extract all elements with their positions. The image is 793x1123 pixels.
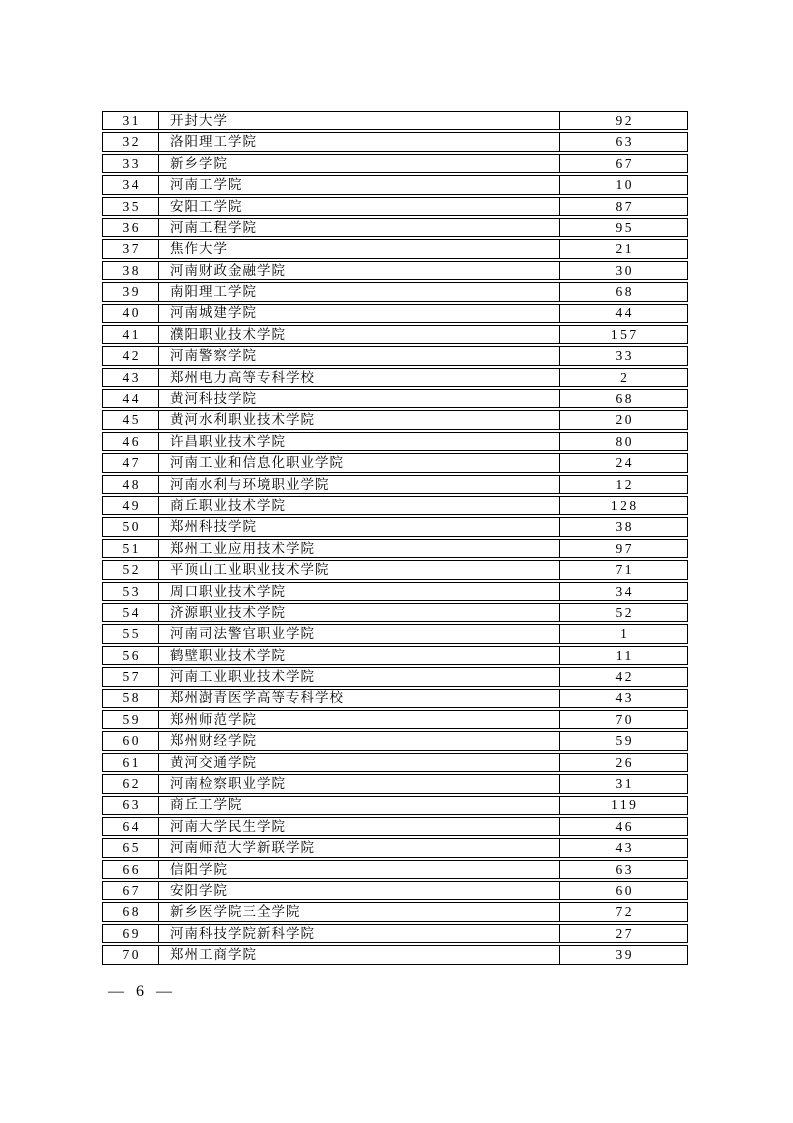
row-number: 31 (103, 112, 159, 129)
table-row (102, 389, 688, 408)
table-row (102, 475, 688, 494)
school-name: 郑州财经学院 (159, 732, 560, 749)
count-value: 80 (615, 433, 634, 449)
table-row (102, 453, 688, 472)
table-row (102, 603, 688, 622)
table-row (102, 539, 688, 558)
school-name: 平顶山工业职业技术学院 (159, 561, 560, 578)
row-number: 46 (103, 433, 159, 450)
row-number: 33 (103, 155, 159, 172)
row-number: 70 (103, 946, 159, 963)
row-number: 45 (103, 411, 159, 428)
school-name: 信阳学院 (159, 861, 560, 878)
row-number: 55 (103, 625, 159, 642)
count-value: 52 (615, 604, 634, 620)
school-name: 河南工程学院 (159, 219, 560, 236)
row-number: 68 (103, 903, 159, 920)
school-name: 安阳工学院 (159, 198, 560, 215)
school-name: 安阳学院 (159, 882, 560, 899)
table-row (102, 582, 688, 601)
table-row (102, 282, 688, 301)
table-row (102, 325, 688, 344)
school-name: 河南工业和信息化职业学院 (159, 454, 560, 471)
table-row (102, 261, 688, 280)
row-number: 48 (103, 476, 159, 493)
school-name: 周口职业技术学院 (159, 583, 560, 600)
row-number: 65 (103, 839, 159, 856)
school-name: 黄河交通学院 (159, 754, 560, 771)
table-row (102, 796, 688, 815)
count-value: 12 (615, 476, 634, 492)
school-name: 河南工业职业技术学院 (159, 668, 560, 685)
count-value: 67 (615, 155, 634, 171)
table-row (102, 881, 688, 900)
row-number: 66 (103, 861, 159, 878)
table-row (102, 945, 688, 964)
count-value: 59 (615, 733, 634, 749)
school-name: 商丘工学院 (159, 797, 560, 814)
school-name: 焦作大学 (159, 240, 560, 257)
table-row (102, 154, 688, 173)
row-number: 40 (103, 305, 159, 322)
count-value: 30 (615, 262, 634, 278)
school-name: 商丘职业技术学院 (159, 497, 560, 514)
count-value: 70 (615, 711, 634, 727)
count-value: 31 (615, 776, 634, 792)
school-name: 郑州澍青医学高等专科学校 (159, 690, 560, 707)
row-number: 64 (103, 818, 159, 835)
table-row (102, 902, 688, 921)
row-number: 37 (103, 240, 159, 257)
count-value: 38 (615, 519, 634, 535)
school-name: 河南司法警官职业学院 (159, 625, 560, 642)
table-row (102, 218, 688, 237)
table-row (102, 410, 688, 429)
count-value: 33 (615, 348, 634, 364)
table-row (102, 667, 688, 686)
table-row (102, 860, 688, 879)
count-value: 34 (615, 583, 634, 599)
count-value: 71 (615, 562, 634, 578)
school-name: 河南科技学院新科学院 (159, 925, 560, 942)
count-value: 87 (615, 198, 634, 214)
row-number: 36 (103, 219, 159, 236)
row-number: 34 (103, 176, 159, 193)
school-name: 鹤壁职业技术学院 (159, 647, 560, 664)
count-value: 68 (615, 284, 634, 300)
count-value: 95 (615, 219, 634, 235)
count-value: 92 (615, 112, 634, 128)
row-number: 52 (103, 561, 159, 578)
row-number: 58 (103, 690, 159, 707)
table-row (102, 817, 688, 836)
school-name: 河南师范大学新联学院 (159, 839, 560, 856)
row-number: 44 (103, 390, 159, 407)
count-value: 46 (615, 818, 634, 834)
school-name: 河南水利与环境职业学院 (159, 476, 560, 493)
table-row (102, 197, 688, 216)
row-number: 41 (103, 326, 159, 343)
table-row (102, 239, 688, 258)
table-row (102, 132, 688, 151)
count-value: 43 (615, 840, 634, 856)
count-value: 72 (615, 904, 634, 920)
row-number: 39 (103, 283, 159, 300)
school-name: 许昌职业技术学院 (159, 433, 560, 450)
table-row (102, 689, 688, 708)
row-number: 35 (103, 198, 159, 215)
count-value: 43 (615, 690, 634, 706)
row-number: 50 (103, 518, 159, 535)
row-number: 62 (103, 775, 159, 792)
row-number: 32 (103, 133, 159, 150)
school-count-table (102, 111, 688, 967)
count-value: 21 (615, 241, 634, 257)
row-number: 57 (103, 668, 159, 685)
school-name: 新乡学院 (159, 155, 560, 172)
school-name: 郑州师范学院 (159, 711, 560, 728)
row-number: 53 (103, 583, 159, 600)
count-value: 2 (620, 369, 630, 385)
school-name: 郑州工商学院 (159, 946, 560, 963)
table-row (102, 924, 688, 943)
table-row (102, 710, 688, 729)
count-value: 1 (620, 626, 630, 642)
school-name: 南阳理工学院 (159, 283, 560, 300)
count-value: 39 (615, 947, 634, 963)
row-number: 47 (103, 454, 159, 471)
table-row (102, 646, 688, 665)
school-name: 开封大学 (159, 112, 560, 129)
count-value: 20 (615, 412, 634, 428)
row-number: 61 (103, 754, 159, 771)
table-row (102, 624, 688, 643)
row-number: 51 (103, 540, 159, 557)
table-row (102, 175, 688, 194)
school-name: 河南检察职业学院 (159, 775, 560, 792)
count-value: 44 (615, 305, 634, 321)
school-name: 洛阳理工学院 (159, 133, 560, 150)
school-name: 郑州工业应用技术学院 (159, 540, 560, 557)
school-name: 河南大学民生学院 (159, 818, 560, 835)
count-value: 97 (615, 540, 634, 556)
row-number: 43 (103, 369, 159, 386)
row-number: 38 (103, 262, 159, 279)
row-number: 42 (103, 347, 159, 364)
count-value: 10 (615, 177, 634, 193)
count-value: 24 (615, 455, 634, 471)
table-row (102, 838, 688, 857)
school-name: 河南警察学院 (159, 347, 560, 364)
count-value: 60 (615, 883, 634, 898)
count-value: 128 (610, 497, 639, 513)
school-name: 河南城建学院 (159, 305, 560, 322)
school-name: 郑州科技学院 (159, 518, 560, 535)
table-row (102, 753, 688, 772)
count-value: 119 (611, 797, 639, 813)
school-name: 黄河水利职业技术学院 (159, 411, 560, 428)
count-value: 26 (615, 754, 634, 770)
page-number: — 6 — (108, 983, 176, 1000)
table-row (102, 731, 688, 750)
count-value: 27 (615, 925, 634, 941)
row-number: 54 (103, 604, 159, 621)
table-row (102, 346, 688, 365)
count-value: 11 (615, 647, 634, 663)
table-row (102, 368, 688, 387)
table-body (102, 111, 688, 965)
school-name: 郑州电力高等专科学校 (159, 369, 560, 386)
count-value: 157 (610, 326, 639, 342)
count-value: 63 (615, 134, 634, 150)
count-value: 63 (615, 861, 634, 877)
table-row (102, 304, 688, 323)
table-row (102, 432, 688, 451)
count-value: 68 (615, 391, 634, 407)
table-row (102, 496, 688, 515)
table-row (102, 517, 688, 536)
count-value: 42 (615, 669, 634, 685)
school-name: 濮阳职业技术学院 (159, 326, 560, 343)
table-row (102, 111, 688, 130)
row-number: 56 (103, 647, 159, 664)
row-number: 63 (103, 797, 159, 814)
row-number: 67 (103, 882, 159, 899)
row-number: 59 (103, 711, 159, 728)
school-name: 河南财政金融学院 (159, 262, 560, 279)
table-row (102, 774, 688, 793)
row-number: 49 (103, 497, 159, 514)
school-name: 河南工学院 (159, 176, 560, 193)
school-name: 黄河科技学院 (159, 390, 560, 407)
school-name: 新乡医学院三全学院 (159, 903, 560, 920)
row-number: 60 (103, 732, 159, 749)
row-number: 69 (103, 925, 159, 942)
table-row (102, 560, 688, 579)
school-name: 济源职业技术学院 (159, 604, 560, 621)
